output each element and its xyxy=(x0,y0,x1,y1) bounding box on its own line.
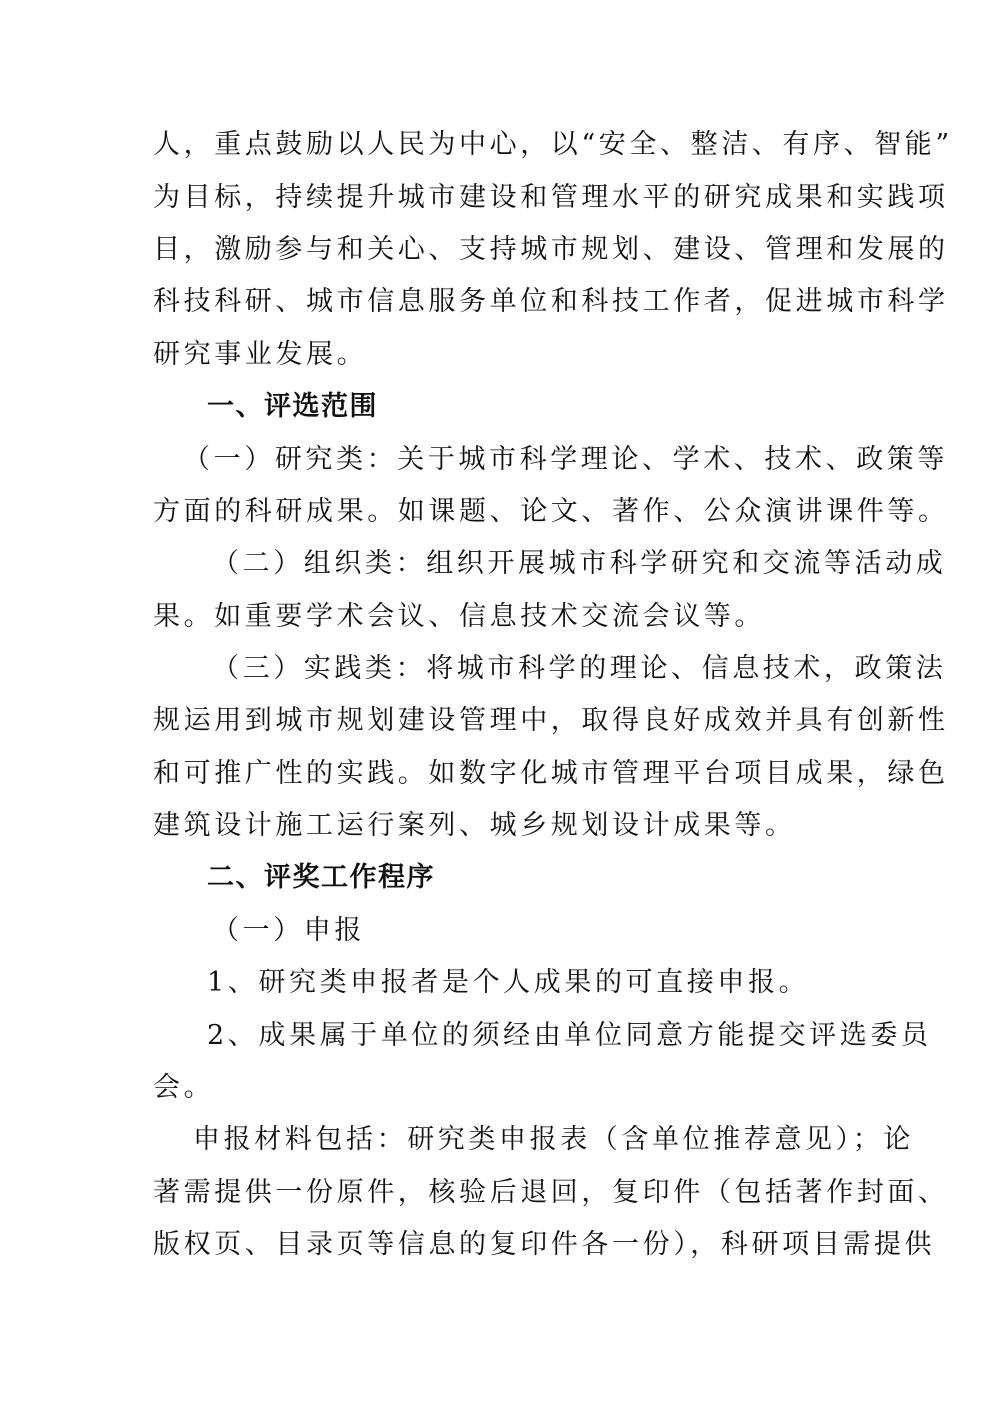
paragraph-line: 会。 xyxy=(153,1072,215,1103)
paragraph-line: （一）研究类：关于城市科学理论、学术、技术、政策等 xyxy=(183,444,948,475)
section-heading-scope: 一、评选范围 xyxy=(207,391,378,422)
paragraph-line: 版权页、目录页等信息的复印件各一份），科研项目需提供 xyxy=(153,1229,936,1260)
paragraph-line: 著需提供一份原件，核验后退回，复印件（包括著作封面、 xyxy=(153,1177,949,1208)
paragraph-line: 规运用到城市规划建设管理中，取得良好成效并具有创新性 xyxy=(153,705,949,736)
paragraph-line: 方面的科研成果。如课题、论文、著作、公众演讲课件等。 xyxy=(153,496,949,527)
paragraph-line: （二）组织类：组织开展城市科学研究和交流等活动成 xyxy=(212,548,947,579)
paragraph-line: 申报材料包括：研究类申报表（含单位推荐意见）；论 xyxy=(193,1124,914,1155)
paragraph-line: 1、研究类申报者是个人成果的可直接申报。 xyxy=(207,967,810,998)
paragraph-line: 果。如重要学术会议、信息技术交流会议等。 xyxy=(153,601,765,632)
paragraph-line: 研究事业发展。 xyxy=(153,339,368,370)
subsection-heading-application: （一）申报 xyxy=(212,915,365,946)
paragraph-line: 科技科研、城市信息服务单位和科技工作者，促进城市科学 xyxy=(153,286,949,317)
section-heading-procedure: 二、评奖工作程序 xyxy=(207,862,435,893)
paragraph-line: 人，重点鼓励以人民为中心，以“安全、整洁、有序、智能” xyxy=(153,129,953,160)
paragraph-line: 目，激励参与和关心、支持城市规划、建设、管理和发展的 xyxy=(153,234,949,265)
paragraph-line: 建筑设计施工运行案列、城乡规划设计成果等。 xyxy=(153,810,796,841)
paragraph-line: 和可推广性的实践。如数字化城市管理平台项目成果，绿色 xyxy=(153,758,949,789)
paragraph-line: 为目标，持续提升城市建设和管理水平的研究成果和实践项 xyxy=(153,182,949,213)
paragraph-line: （三）实践类：将城市科学的理论、信息技术，政策法 xyxy=(212,653,947,684)
paragraph-line: 2、成果属于单位的须经由单位同意方能提交评选委员 xyxy=(207,1020,932,1051)
